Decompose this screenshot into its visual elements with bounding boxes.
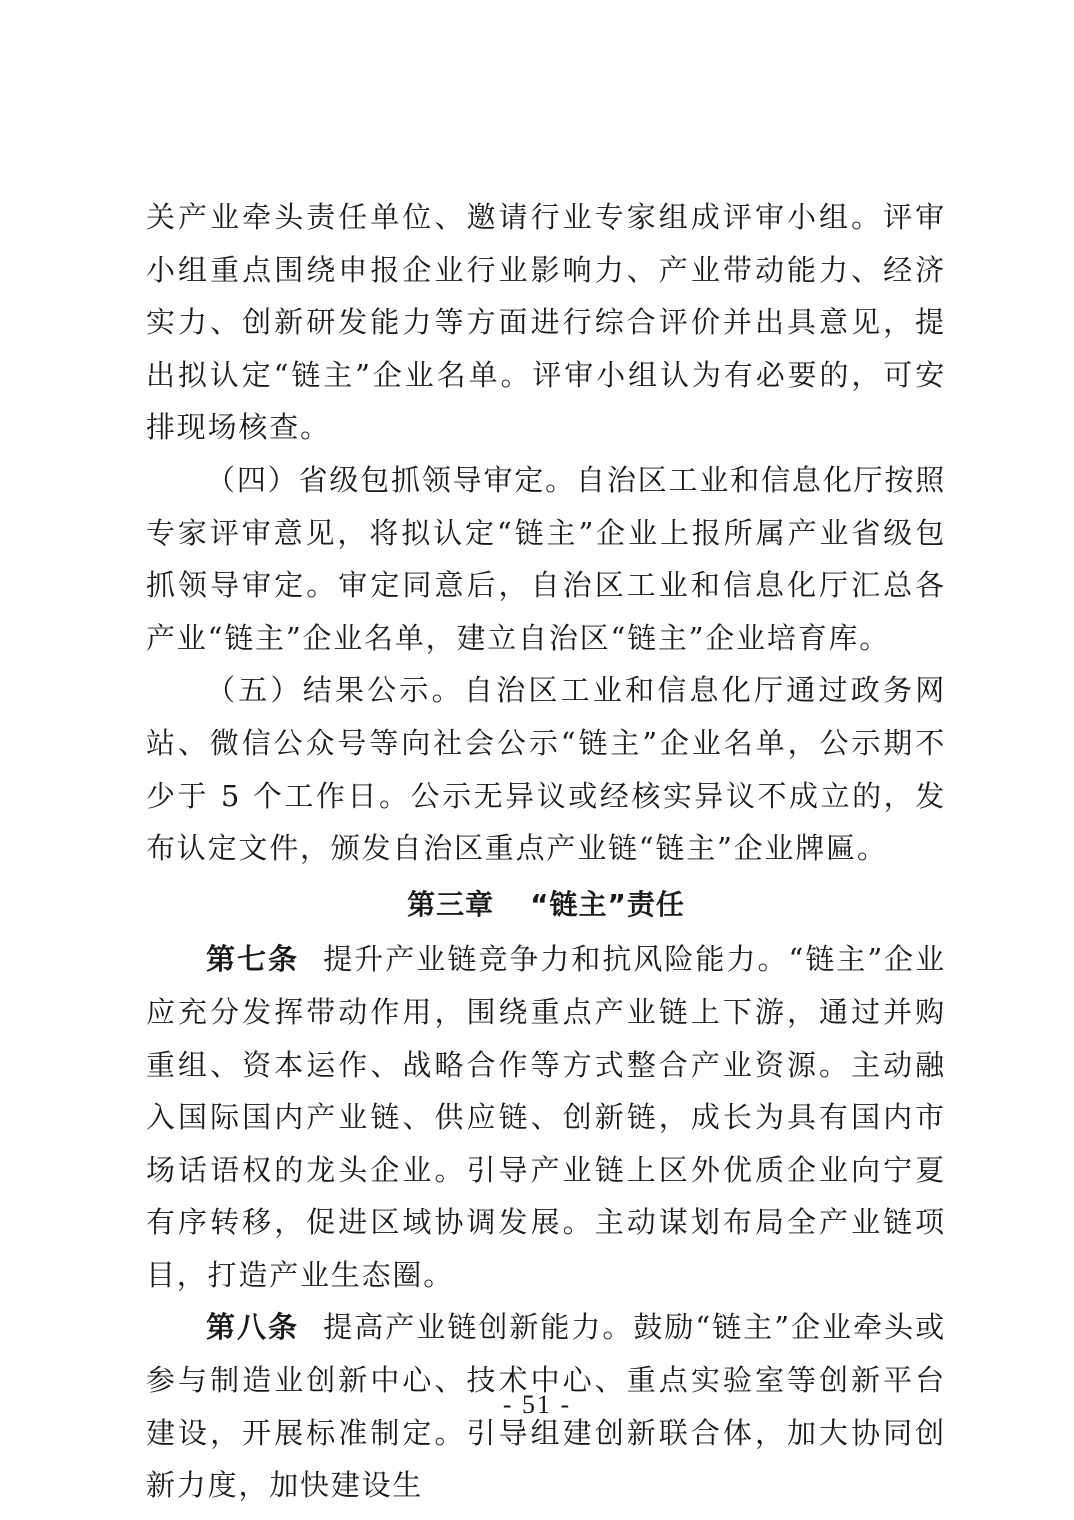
paragraph-step-five: （五）结果公示。自治区工业和信息化厅通过政务网站、微信公众号等向社会公示“链主”企业名单，公示期不少于 5 个工作日。公示无异议或经核实异议不成立的，发布认定文件，颁发自治区重点产业链“链主”企业牌匾。 [146,673,946,866]
chapter-title: “链主”责任 [530,887,685,921]
chapter-number: 第三章 [407,887,495,921]
article-seven [146,933,946,1301]
article-seven-heading: 第七条 [206,942,300,977]
article-seven-text: 提升产业链竞争力和抗风险能力。“链主”企业应充分发挥带动作用，围绕重点产业链上下游，通过并购重组、资本运作、战略合作等方式整合产业资源。主动融入国际国内产业链、供应链、创新链，成长为具有国内市场话语权的龙头企业。引导产业链上区外优质企业向宁夏有序转移，促进区域协调发展。主动谋划布局全产业链项目，打造产业生态圈。 [146,942,946,1292]
body-text [146,191,946,1512]
article-eight-heading: 第八条 [206,1310,300,1345]
paragraph-continued: 关产业牵头责任单位、邀请行业专家组成评审小组。评审小组重点围绕申报企业行业影响力、产业带动能力、经济实力、创新研发能力等方面进行综合评价并出具意见，提出拟认定“链主”企业名单。评审小组认为有必要的，可安排现场核查。 [146,200,946,445]
chapter-heading [146,879,946,932]
paragraph-step-four: （四）省级包抓领导审定。自治区工业和信息化厅按照专家评审意见，将拟认定“链主”企业上报所属产业省级包抓领导审定。审定同意后，自治区工业和信息化厅汇总各产业“链主”企业名单，建立自治区“链主”企业培育库。 [146,462,946,655]
page-number: - 51 - [502,1390,572,1419]
article-eight-text: 提高产业链创新能力。鼓励“链主”企业牵头或参与制造业创新中心、技术中心、重点实验室等创新平台建设，开展标准制定。引导组建创新联合体，加大协同创新力度，加快建设生 [146,1310,946,1503]
